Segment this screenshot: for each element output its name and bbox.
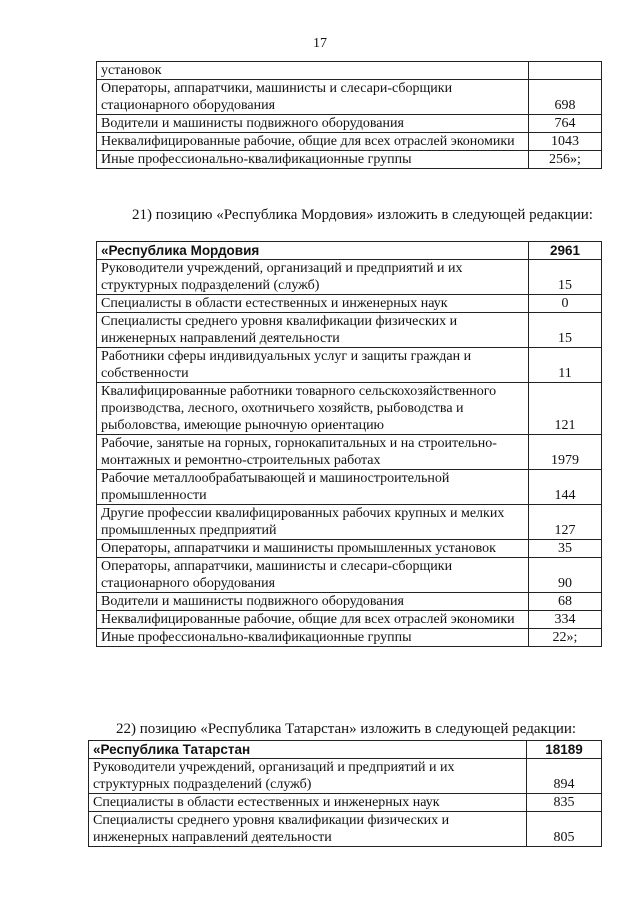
table-row: [97, 383, 602, 435]
region-title: «Республика Татарстан: [89, 741, 527, 759]
table-row: [97, 115, 602, 133]
table-row: [97, 470, 602, 505]
row-label: Работники сферы индивидуальных услуг и защиты граждан и собственности: [97, 348, 529, 383]
row-label: установок: [97, 62, 529, 80]
row-value: 11: [529, 348, 602, 383]
table-row: [97, 435, 602, 470]
row-label: Операторы, аппаратчики и машинисты промышленных установок: [97, 540, 529, 558]
row-label: Специалисты среднего уровня квалификации физических и инженерных направлений деятельности: [97, 313, 529, 348]
row-value: 144: [529, 470, 602, 505]
row-value: 698: [529, 80, 602, 115]
row-label: Водители и машинисты подвижного оборудования: [97, 115, 529, 133]
row-label: Другие профессии квалифицированных рабочих крупных и мелких промышленных предприятий: [97, 505, 529, 540]
row-label: Руководители учреждений, организаций и предприятий и их структурных подразделений (служб): [97, 260, 529, 295]
region-total: 18189: [527, 741, 602, 759]
paragraph-tatarstan: 22) позицию «Республика Татарстан» изложить в следующей редакции:: [116, 721, 577, 737]
row-label: Неквалифицированные рабочие, общие для всех отраслей экономики: [97, 611, 529, 629]
row-value: 256»;: [529, 151, 602, 169]
row-value: 90: [529, 558, 602, 593]
row-label: Неквалифицированные рабочие, общие для всех отраслей экономики: [97, 133, 529, 151]
region-title: «Республика Мордовия: [97, 242, 529, 260]
row-value: 894: [527, 759, 602, 794]
table-top-continuation: [96, 61, 602, 169]
row-label: Операторы, аппаратчики, машинисты и слесари-сборщики стационарного оборудования: [97, 558, 529, 593]
row-value: 1979: [529, 435, 602, 470]
table-row: [97, 558, 602, 593]
table-row: [97, 505, 602, 540]
table-row: [97, 80, 602, 115]
row-value: 15: [529, 313, 602, 348]
table-tatarstan: [88, 740, 602, 847]
row-label: Специалисты в области естественных и инженерных наук: [97, 295, 529, 313]
row-label: Рабочие металлообрабатывающей и машиностроительной промышленности: [97, 470, 529, 505]
row-label: Рабочие, занятые на горных, горнокапитальных и на строительно-монтажных и ремонтно-строительных работах: [97, 435, 529, 470]
row-label: Иные профессионально-квалификационные группы: [97, 151, 529, 169]
table-row: [89, 794, 602, 812]
row-value: 805: [527, 812, 602, 847]
page-number: 17: [313, 36, 327, 51]
row-label: Специалисты среднего уровня квалификации физических и инженерных направлений деятельности: [89, 812, 527, 847]
row-label: Руководители учреждений, организаций и предприятий и их структурных подразделений (служб): [89, 759, 527, 794]
paragraph-mordovia: 21) позицию «Республика Мордовия» изложить в следующей редакции:: [132, 207, 593, 223]
table-row: [97, 629, 602, 647]
table-row: [97, 260, 602, 295]
table-mordovia: [96, 241, 602, 647]
table-row: [89, 759, 602, 794]
row-value: 121: [529, 383, 602, 435]
table-row: [89, 812, 602, 847]
row-label: Квалифицированные работники товарного сельскохозяйственного производства, лесного, охотничьего хозяйств, рыбоводства и рыболовства, имеющие рыночную ориентацию: [97, 383, 529, 435]
row-value: 334: [529, 611, 602, 629]
row-value: 22»;: [529, 629, 602, 647]
row-value: 127: [529, 505, 602, 540]
table-row: [97, 133, 602, 151]
row-value: 68: [529, 593, 602, 611]
row-label: Специалисты в области естественных и инженерных наук: [89, 794, 527, 812]
table-row: [97, 540, 602, 558]
table-row: [97, 593, 602, 611]
table-row: [97, 62, 602, 80]
region-total: 2961: [529, 242, 602, 260]
table-row: [97, 151, 602, 169]
row-value: [529, 62, 602, 80]
table-header-row: [97, 242, 602, 260]
table-row: [97, 611, 602, 629]
row-label: Иные профессионально-квалификационные группы: [97, 629, 529, 647]
row-value: 35: [529, 540, 602, 558]
row-value: 835: [527, 794, 602, 812]
row-value: 764: [529, 115, 602, 133]
row-label: Операторы, аппаратчики, машинисты и слесари-сборщики стационарного оборудования: [97, 80, 529, 115]
row-label: Водители и машинисты подвижного оборудования: [97, 593, 529, 611]
table-row: [97, 313, 602, 348]
row-value: 1043: [529, 133, 602, 151]
row-value: 0: [529, 295, 602, 313]
table-header-row: [89, 741, 602, 759]
table-row: [97, 348, 602, 383]
row-value: 15: [529, 260, 602, 295]
table-row: [97, 295, 602, 313]
